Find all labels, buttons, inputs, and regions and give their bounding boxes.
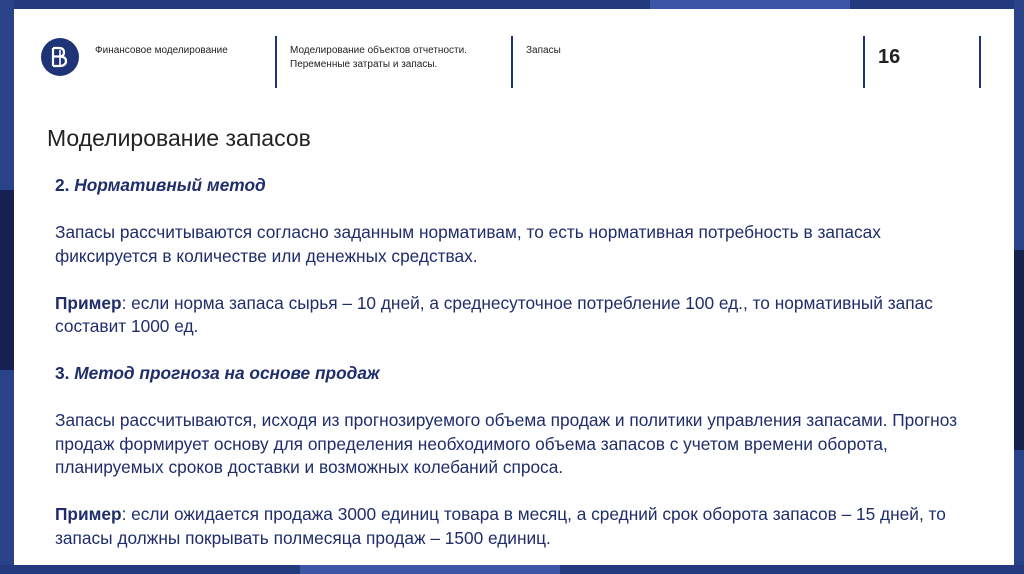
page-title: Моделирование запасов bbox=[47, 125, 311, 151]
paragraph: Запасы рассчитываются согласно заданным нормативам, то есть нормативная потребность в запасах фиксируется в количестве или денежных средствах. bbox=[55, 222, 881, 266]
header-divider bbox=[863, 36, 865, 88]
header-section-course: Финансовое моделирование bbox=[95, 45, 228, 56]
example-paragraph: Пример: если норма запаса сырья – 10 дней, а среднесуточное потребление 100 ед., то нормативный запас составит 1000 ед. bbox=[55, 292, 933, 336]
header-divider bbox=[275, 36, 277, 88]
section-heading: 3. Метод прогноза на основе продаж bbox=[55, 363, 380, 383]
paragraph: Запасы рассчитываются, исходя из прогнозируемого объема продаж и политики управления запасами. Прогноз продаж формирует основу для определения необходимого объема запасов с учетом времени оборота, планируемых сроков доставки и возможных колебаний спроса. bbox=[55, 410, 958, 477]
example-paragraph: Пример: если ожидается продажа 3000 единиц товара в месяц, а средний срок оборота запасов – 15 дней, то запасы должны покрывать полмесяца продаж – 1500 единиц. bbox=[55, 504, 946, 548]
slide-body bbox=[55, 174, 985, 550]
header-divider bbox=[979, 36, 981, 88]
slide bbox=[14, 9, 1014, 565]
header-section-subtopic: Запасы bbox=[526, 45, 561, 56]
section-heading: 2. Нормативный метод bbox=[55, 175, 266, 195]
hse-logo-icon bbox=[41, 38, 79, 76]
page-number: 16 bbox=[878, 46, 901, 68]
header-divider bbox=[511, 36, 513, 88]
header-section-topic: Моделирование объектов отчетности. Переменные затраты и запасы. bbox=[290, 45, 467, 70]
